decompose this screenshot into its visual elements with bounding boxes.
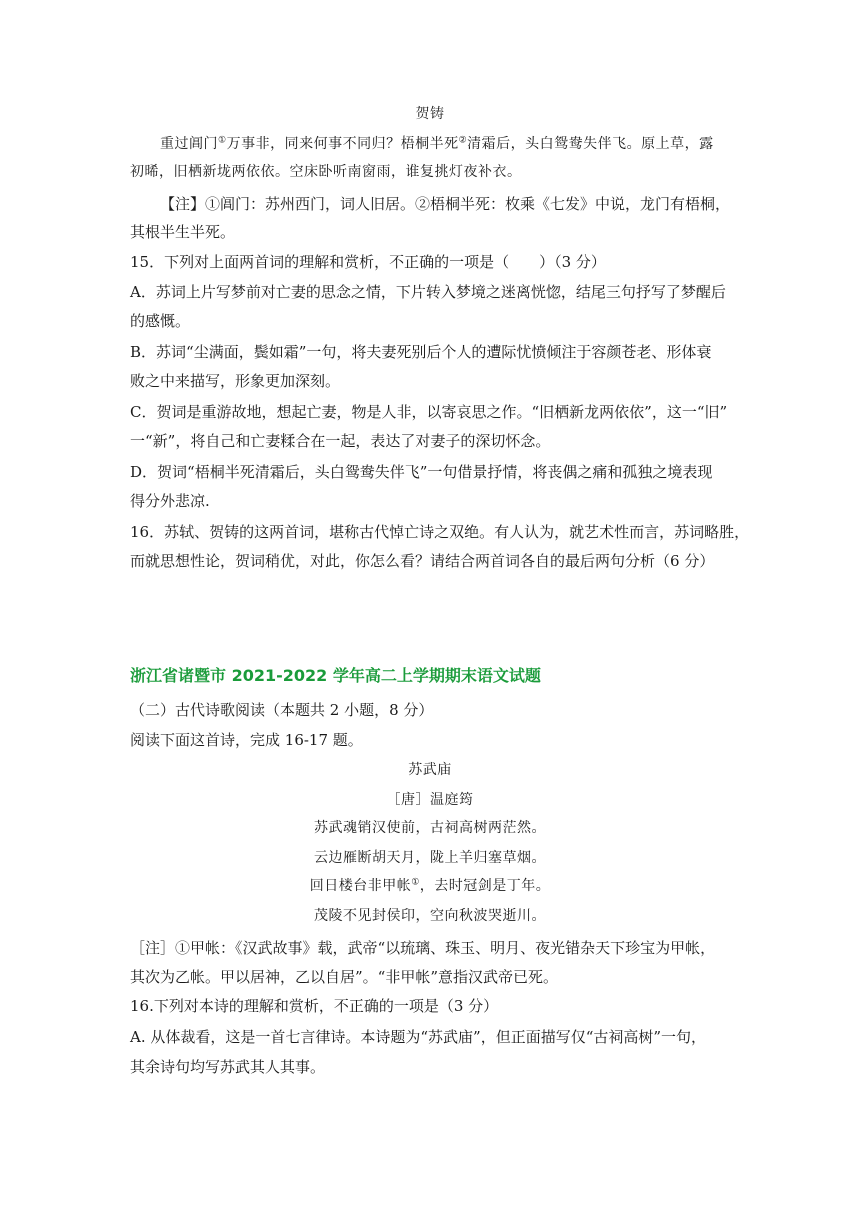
option-c: C．贺词是重游故地，想起亡妻，物是人非，以寄哀思之作。“旧栖新龙两依依”，这一“旧” (130, 403, 728, 421)
part-title: （二）古代诗歌阅读（本题共 2 小题，8 分） (130, 701, 434, 719)
option-a-cont: 其余诗句均写苏武其人其事。 (130, 1058, 326, 1076)
poem-line: 重过阊门①万事非，同来何事不同归？梧桐半死②清霜后，头白鸳鸯失伴飞。原上草，露 (160, 135, 714, 152)
option-a: A. 从体裁看，这是一首七言律诗。本诗题为“苏武庙”，但正面描写仅“古祠高树”一句， (130, 1028, 707, 1046)
poem-line: 回日楼台非甲帐①，去时冠剑是丁年。 (309, 877, 551, 894)
option-b-cont: 败之中来描写，形象更加深刻。 (130, 372, 341, 390)
poem-author: ［唐］温庭筠 (386, 792, 474, 808)
poem-line: 茂陵不见封侯印，空向秋波哭逝川。 (314, 908, 546, 924)
option-c-cont: 一“新”，将自己和亡妻糅合在一起，表达了对妻子的深切怀念。 (130, 432, 551, 450)
option-a-cont: 的感慨。 (130, 312, 191, 330)
question-15: 15．下列对上面两首词的理解和赏析，不正确的一项是（ ）（3 分） (130, 253, 606, 271)
section-heading: 浙江省诸暨市 2021-2022 学年高二上学期期末语文试题 (130, 666, 541, 685)
instruction: 阅读下面这首诗，完成 16-17 题。 (130, 731, 363, 749)
poem-title: 苏武庙 (408, 762, 452, 778)
option-b: B．苏词“尘满面，鬓如霜”一句，将夫妻死别后个人的遭际忧愤倾注于容颜苍老、形体衰 (130, 343, 712, 361)
question-16-cont: 而就思想性论，贺词稍优，对此，你怎么看？请结合两首词各自的最后两句分析（6 分） (130, 552, 715, 570)
option-a: A．苏词上片写梦前对亡妻的思念之情，下片转入梦境之迷离恍惚，结尾三句抒写了梦醒后 (130, 283, 726, 301)
poem-line: 云边雁断胡天月，陇上羊归塞草烟。 (314, 850, 546, 866)
note-line: 【注】①阊门：苏州西门，词人旧居。②梧桐半死：枚乘《七发》中说，龙门有梧桐， (160, 195, 731, 213)
question-16: 16.下列对本诗的理解和赏析，不正确的一项是（3 分） (130, 997, 499, 1015)
poem-line: 初晞，旧栖新垅两依依。空床卧听南窗雨，谁复挑灯夜补衣。 (130, 164, 522, 180)
poem-title: 贺铸 (415, 106, 445, 122)
option-d: D．贺词“梧桐半死清霜后，头白鸳鸯失伴飞”一句借景抒情，将丧偶之痛和孤独之境表现 (130, 463, 713, 481)
note-line: ［注］①甲帐：《汉武故事》载，武帝“以琉璃、珠玉、明月、夜光错杂天下珍宝为甲帐， (130, 939, 716, 957)
note-line: 其次为乙帐。甲以居神，乙以自居”。“非甲帐”意指汉武帝已死。 (130, 968, 559, 986)
question-16: 16．苏轼、贺铸的这两首词，堪称古代悼亡诗之双绝。有人认为，就艺术性而言，苏词略胜， (130, 523, 750, 541)
option-d-cont: 得分外悲凉. (130, 492, 210, 510)
note-line: 其根半生半死。 (130, 223, 236, 241)
poem-line: 苏武魂销汉使前，古祠高树两茫然。 (314, 820, 546, 836)
